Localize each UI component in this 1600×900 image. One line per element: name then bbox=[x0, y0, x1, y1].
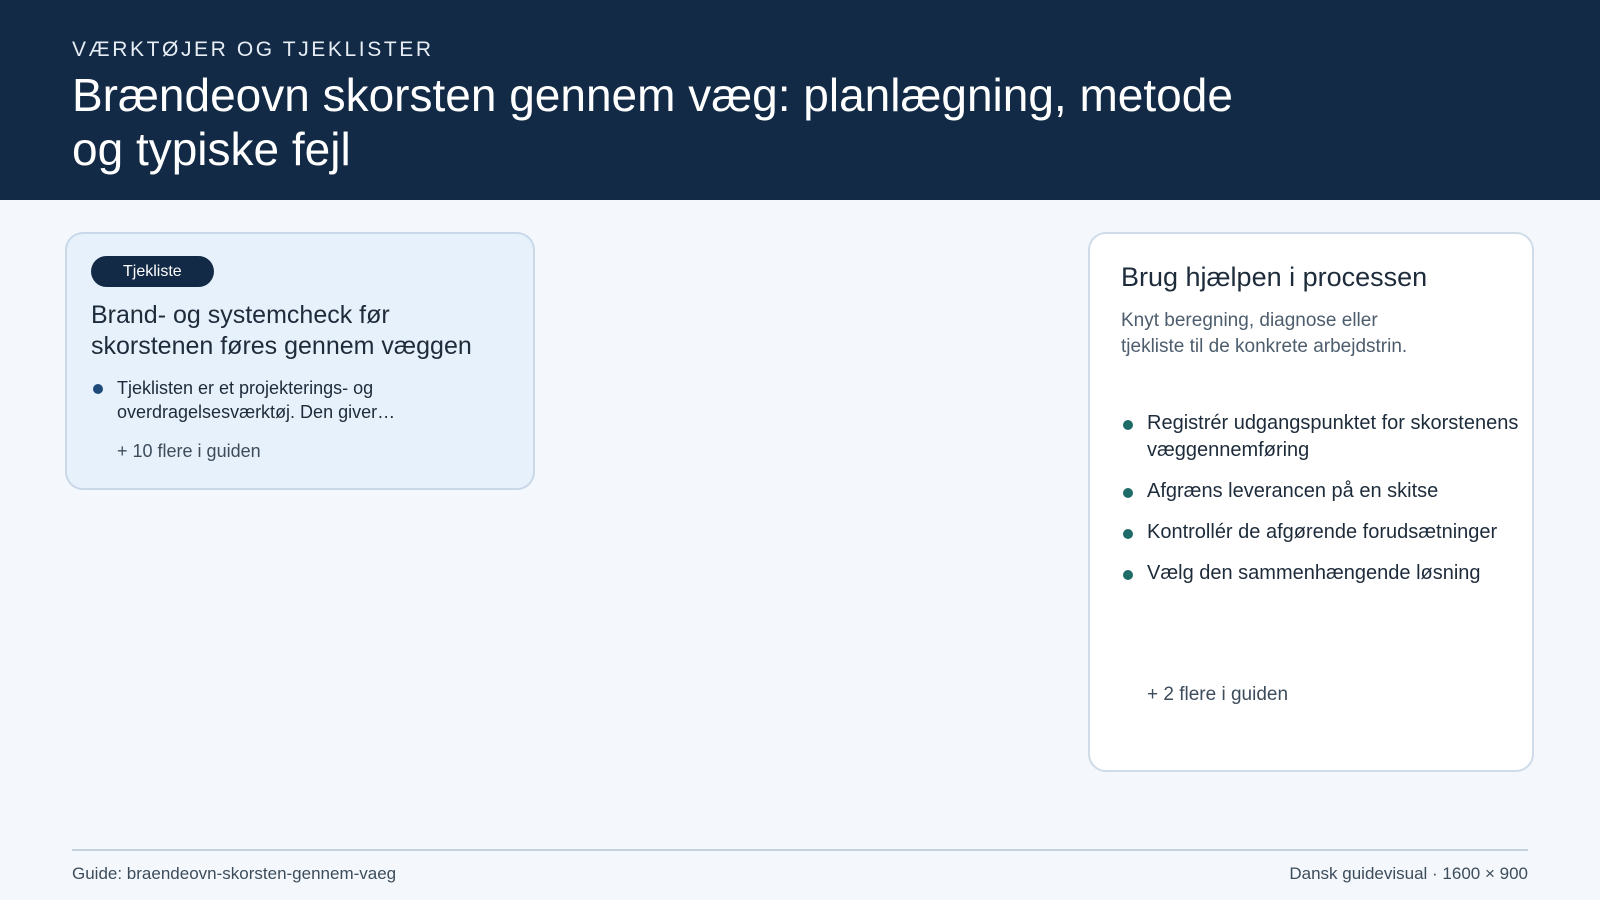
bullet-icon bbox=[1123, 529, 1133, 539]
checklist-card-title: Brand- og systemcheck før skorstenen føres gennem væggen bbox=[91, 301, 472, 360]
checklist-badge: Tjekliste bbox=[91, 256, 214, 287]
list-item bbox=[91, 376, 511, 424]
list-item-text: Registrér udgangspunktet for skorstenens væggennemføring bbox=[1147, 412, 1519, 461]
checklist-list bbox=[91, 376, 511, 424]
list-item bbox=[1121, 519, 1521, 546]
bullet-icon bbox=[1123, 488, 1133, 498]
list-item-text: Kontrollér de afgørende forudsætninger bbox=[1147, 521, 1498, 543]
checklist-card[interactable] bbox=[65, 232, 535, 490]
process-steps-list bbox=[1121, 410, 1521, 601]
process-card bbox=[1088, 232, 1534, 772]
list-item bbox=[1121, 410, 1521, 464]
header-banner bbox=[0, 0, 1600, 200]
list-item-text: Vælg den sammenhængende løsning bbox=[1147, 562, 1481, 584]
bullet-icon bbox=[1123, 570, 1133, 580]
bullet-icon bbox=[1123, 420, 1133, 430]
section-eyebrow: VÆRKTØJER OG TJEKLISTER bbox=[72, 38, 434, 61]
footer-divider bbox=[72, 849, 1528, 851]
bullet-icon bbox=[93, 384, 103, 394]
list-item-text: Tjeklisten er et projekterings- og overdragelsesværktøj. Den giver… bbox=[117, 378, 396, 422]
more-in-guide-link[interactable]: + 2 flere i guiden bbox=[1147, 684, 1289, 705]
more-in-guide-link[interactable]: + 10 flere i guiden bbox=[117, 441, 261, 461]
process-card-description: Knyt beregning, diagnose eller tjekliste til de konkrete arbejdstrin. bbox=[1121, 310, 1408, 357]
list-item bbox=[1121, 478, 1521, 505]
footer-guide-slug: Guide: braendeovn-skorsten-gennem-vaeg bbox=[72, 864, 397, 883]
list-item-text: Afgræns leverancen på en skitse bbox=[1147, 480, 1439, 502]
list-item bbox=[1121, 560, 1521, 587]
page-title: Brændeovn skorsten gennem væg: planlægning, metode og typiske fejl bbox=[72, 69, 1233, 175]
footer-meta: Dansk guidevisual · 1600 × 900 bbox=[1289, 864, 1528, 883]
process-card-title: Brug hjælpen i processen bbox=[1121, 262, 1428, 292]
